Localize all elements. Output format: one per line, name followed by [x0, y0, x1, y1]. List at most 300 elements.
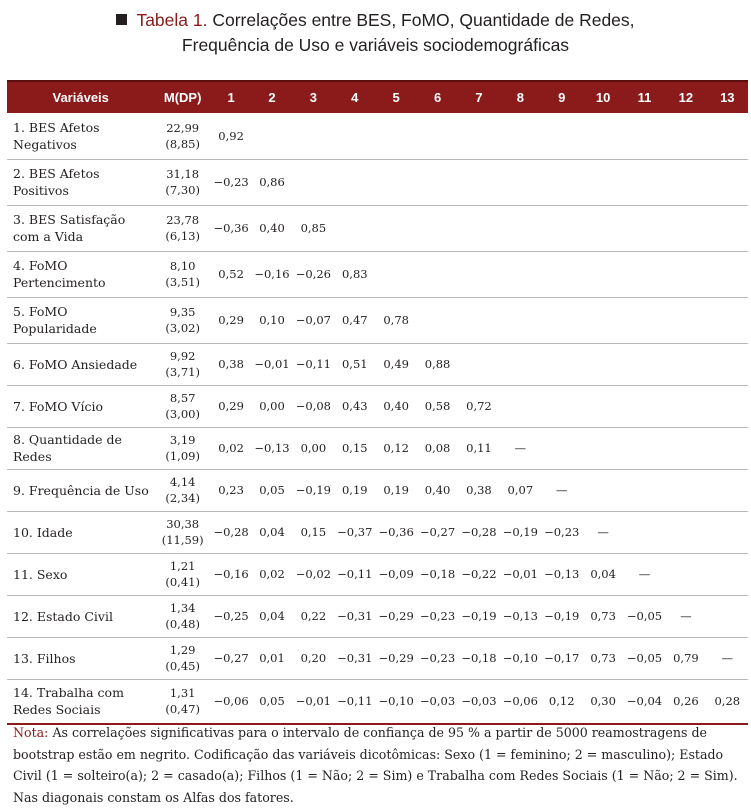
correlation-cell: [707, 297, 748, 343]
variable-name-line-2: Popularidade: [13, 321, 97, 336]
correlation-cell: [665, 251, 706, 297]
variable-name-cell: [7, 343, 154, 385]
mean-sd-cell: [154, 297, 211, 343]
correlation-cell: [665, 427, 706, 469]
variable-name-line-2: Positivos: [13, 183, 69, 198]
table-row: [7, 595, 748, 637]
variable-name-line-2: Pertencimento: [13, 275, 106, 290]
correlation-cell: 0,12: [541, 679, 582, 724]
mean-value: 3,19: [169, 433, 196, 447]
table-note: [13, 722, 741, 808]
correlation-cell: −0,23: [211, 159, 251, 205]
mean-value: 4,14: [169, 475, 196, 489]
variable-name-cell: [7, 511, 154, 553]
variable-name-cell: [7, 637, 154, 679]
header-variaveis: Variáveis: [7, 81, 154, 113]
correlation-cell: −0,08: [293, 385, 334, 427]
mean-sd-cell: [154, 679, 211, 724]
correlation-cell: [500, 385, 541, 427]
mean-sd-cell: [154, 159, 211, 205]
correlation-cell: 0,58: [417, 385, 458, 427]
correlation-cell: 0,00: [251, 385, 292, 427]
correlation-cell: 0,26: [665, 679, 706, 724]
correlation-cell: [375, 251, 416, 297]
mean-sd-cell: [154, 113, 211, 159]
correlation-cell: [624, 251, 665, 297]
header-col-9: 9: [541, 81, 582, 113]
correlation-cell: [500, 297, 541, 343]
mean-value: 30,38: [166, 517, 200, 531]
table-row: [7, 553, 748, 595]
header-col-10: 10: [582, 81, 623, 113]
correlation-cell: 0,15: [293, 511, 334, 553]
correlation-cell: [624, 159, 665, 205]
header-col-11: 11: [624, 81, 665, 113]
variable-name-line-1: 3. BES Satisfação: [13, 212, 126, 227]
sd-value: (0,48): [165, 617, 200, 631]
correlation-cell: [582, 297, 623, 343]
correlation-cell: −0,25: [211, 595, 251, 637]
correlation-cell: −0,11: [293, 343, 334, 385]
correlation-cell: [665, 159, 706, 205]
correlation-cell: 0,49: [375, 343, 416, 385]
correlation-cell: [707, 159, 748, 205]
variable-name-cell: [7, 251, 154, 297]
mean-value: 9,92: [169, 349, 196, 363]
correlation-cell: [375, 113, 416, 159]
correlation-cell: −0,23: [417, 595, 458, 637]
table-row: [7, 637, 748, 679]
correlation-cell: −0,27: [211, 637, 251, 679]
correlation-cell: 0,85: [293, 205, 334, 251]
correlation-cell: [665, 343, 706, 385]
correlation-cell: 0,05: [251, 679, 292, 724]
correlation-cell: [458, 205, 499, 251]
table-row: [7, 511, 748, 553]
correlation-cell: 0,00: [293, 427, 334, 469]
variable-name-line-1: 14. Trabalha com: [13, 685, 124, 701]
correlation-cell: —: [665, 595, 706, 637]
correlation-cell: [458, 113, 499, 159]
correlation-cell: −0,09: [375, 553, 416, 595]
correlation-cell: −0,10: [500, 637, 541, 679]
variable-name-line-1: 10. Idade: [13, 524, 73, 540]
correlation-cell: −0,16: [251, 251, 292, 297]
sd-value: (3,71): [165, 365, 200, 379]
sd-value: (3,51): [165, 275, 200, 289]
mean-sd-cell: [154, 385, 211, 427]
correlation-cell: 0,47: [334, 297, 375, 343]
square-bullet-icon: [116, 14, 127, 25]
sd-value: (3,00): [165, 407, 200, 421]
correlation-cell: −0,36: [375, 511, 416, 553]
correlation-cell: −0,29: [375, 595, 416, 637]
correlation-cell: [293, 113, 334, 159]
correlation-cell: [582, 113, 623, 159]
table-row: [7, 113, 748, 159]
correlation-cell: 0,38: [211, 343, 251, 385]
correlation-cell: −0,36: [211, 205, 251, 251]
correlation-cell: [541, 251, 582, 297]
correlation-cell: —: [624, 553, 665, 595]
mean-value: 23,78: [166, 213, 200, 227]
correlation-cell: −0,26: [293, 251, 334, 297]
correlation-cell: [334, 159, 375, 205]
variable-name-line-2: Redes Sociais: [13, 702, 101, 718]
correlation-cell: [541, 159, 582, 205]
table-row: [7, 427, 748, 469]
sd-value: (0,47): [165, 702, 200, 717]
sd-value: (1,09): [165, 449, 200, 463]
mean-sd-cell: [154, 595, 211, 637]
correlation-cell: —: [541, 469, 582, 511]
correlation-cell: 0,43: [334, 385, 375, 427]
variable-name-cell: [7, 595, 154, 637]
correlation-cell: [582, 343, 623, 385]
correlation-cell: 0,30: [582, 679, 623, 724]
sd-value: (8,85): [165, 136, 200, 151]
correlation-cell: [582, 205, 623, 251]
mean-sd-cell: [154, 343, 211, 385]
mean-value: 1,31: [169, 686, 196, 701]
correlation-cell: −0,22: [458, 553, 499, 595]
correlation-cell: [500, 205, 541, 251]
header-col-2: 2: [251, 81, 292, 113]
mean-sd-cell: [154, 553, 211, 595]
correlation-cell: [707, 205, 748, 251]
correlation-cell: −0,13: [251, 427, 292, 469]
correlation-cell: 0,04: [251, 511, 292, 553]
variable-name-line-1: 1. BES Afetos: [13, 119, 100, 135]
table-row: [7, 343, 748, 385]
header-col-3: 3: [293, 81, 334, 113]
correlation-cell: [707, 511, 748, 553]
correlation-cell: [334, 205, 375, 251]
correlation-cell: −0,16: [211, 553, 251, 595]
correlation-cell: −0,01: [500, 553, 541, 595]
correlation-cell: −0,18: [458, 637, 499, 679]
correlation-cell: −0,07: [293, 297, 334, 343]
table-row: [7, 469, 748, 511]
correlation-cell: [665, 511, 706, 553]
header-col-4: 4: [334, 81, 375, 113]
note-text: As correlações significativas para o intervalo de confiança de 95 % a partir de 5000 reamostragens de bootstrap estão em negrito. Codificação das variáveis dicotômicas: Sexo (1 = feminino; 2 = masculino); Estado Civil (1 = solteiro(a); 2 = casado(a); Filhos (1 = Não; 2 = Sim) e Trabalha com Redes Sociais (1 = Não; 2 = Sim). Nas diagonais constam os Alfas dos fatores.: [13, 725, 738, 805]
mean-value: 8,57: [169, 391, 196, 405]
mean-value: 1,34: [169, 601, 196, 615]
correlation-cell: [500, 343, 541, 385]
correlation-cell: [665, 385, 706, 427]
correlation-cell: 0,83: [334, 251, 375, 297]
correlation-cell: [665, 553, 706, 595]
correlation-cell: −0,03: [417, 679, 458, 724]
correlation-cell: [582, 469, 623, 511]
correlation-cell: 0,40: [417, 469, 458, 511]
correlation-cell: −0,23: [417, 637, 458, 679]
correlation-cell: [541, 343, 582, 385]
correlation-cell: [665, 469, 706, 511]
mean-value: 9,35: [169, 305, 196, 319]
mean-value: 22,99: [166, 120, 200, 135]
correlation-cell: 0,28: [707, 679, 748, 724]
correlation-cell: [417, 159, 458, 205]
correlation-cell: 0,10: [251, 297, 292, 343]
table-row: [7, 679, 748, 724]
variable-name-cell: [7, 113, 154, 159]
correlation-cell: [707, 385, 748, 427]
correlation-cell: 0,86: [251, 159, 292, 205]
correlation-cell: [417, 205, 458, 251]
correlation-cell: [624, 427, 665, 469]
correlation-cell: −0,37: [334, 511, 375, 553]
correlation-cell: [665, 113, 706, 159]
correlation-cell: [707, 343, 748, 385]
correlation-cell: [624, 469, 665, 511]
correlation-cell: 0,78: [375, 297, 416, 343]
mean-sd-cell: [154, 637, 211, 679]
mean-sd-cell: [154, 427, 211, 469]
correlation-cell: 0,40: [375, 385, 416, 427]
correlation-cell: 0,20: [293, 637, 334, 679]
correlation-cell: [541, 113, 582, 159]
header-col-13: 13: [707, 81, 748, 113]
correlation-cell: 0,04: [582, 553, 623, 595]
correlation-cell: −0,04: [624, 679, 665, 724]
variable-name-cell: [7, 427, 154, 469]
header-col-12: 12: [665, 81, 706, 113]
sd-value: (6,13): [165, 229, 200, 243]
sd-value: (0,45): [165, 659, 200, 673]
variable-name-cell: [7, 553, 154, 595]
variable-name-line-1: 13. Filhos: [13, 650, 76, 666]
correlation-cell: 0,12: [375, 427, 416, 469]
correlation-cell: [582, 385, 623, 427]
table-row: [7, 159, 748, 205]
correlation-cell: [707, 469, 748, 511]
correlation-cell: [624, 385, 665, 427]
correlation-cell: −0,05: [624, 595, 665, 637]
correlation-cell: 0,40: [251, 205, 292, 251]
correlation-cell: −0,01: [251, 343, 292, 385]
correlation-cell: [458, 343, 499, 385]
variable-name-cell: [7, 469, 154, 511]
header-mdp: M(DP): [154, 81, 211, 113]
correlation-cell: [624, 297, 665, 343]
correlation-cell: —: [707, 637, 748, 679]
correlation-cell: [500, 159, 541, 205]
correlation-cell: 0,23: [211, 469, 251, 511]
correlation-cell: —: [500, 427, 541, 469]
variable-name-line-2: Negativos: [13, 136, 77, 152]
correlation-cell: 0,22: [293, 595, 334, 637]
variable-name-cell: [7, 297, 154, 343]
correlation-cell: [582, 427, 623, 469]
correlation-cell: 0,73: [582, 595, 623, 637]
correlation-cell: [707, 251, 748, 297]
correlation-cell: −0,18: [417, 553, 458, 595]
sd-value: (11,59): [161, 533, 204, 547]
mean-sd-cell: [154, 469, 211, 511]
correlation-cell: [417, 251, 458, 297]
mean-sd-cell: [154, 251, 211, 297]
correlation-cell: −0,31: [334, 595, 375, 637]
correlation-cell: [541, 205, 582, 251]
table-body: [7, 113, 748, 724]
sd-value: (7,30): [165, 183, 200, 197]
correlation-cell: [541, 385, 582, 427]
variable-name-line-1: 4. FoMO: [13, 258, 68, 273]
correlation-cell: −0,11: [334, 553, 375, 595]
correlation-cell: −0,05: [624, 637, 665, 679]
correlation-cell: [334, 113, 375, 159]
correlation-cell: [624, 343, 665, 385]
sd-value: (3,02): [165, 321, 200, 335]
correlation-cell: 0,52: [211, 251, 251, 297]
variable-name-line-1: 12. Estado Civil: [13, 608, 113, 624]
caption-title-line-2: Frequência de Uso e variáveis sociodemográficas: [181, 35, 570, 55]
table-row: [7, 385, 748, 427]
correlation-cell: −0,27: [417, 511, 458, 553]
correlation-cell: [458, 297, 499, 343]
correlation-cell: −0,19: [458, 595, 499, 637]
table-caption: [0, 8, 751, 58]
correlation-cell: 0,08: [417, 427, 458, 469]
correlation-cell: [624, 205, 665, 251]
correlation-cell: [375, 159, 416, 205]
header-col-1: 1: [211, 81, 251, 113]
correlation-cell: 0,29: [211, 297, 251, 343]
correlation-cell: −0,06: [500, 679, 541, 724]
correlation-cell: [500, 113, 541, 159]
mean-value: 1,21: [169, 559, 196, 573]
correlation-cell: [707, 113, 748, 159]
header-col-8: 8: [500, 81, 541, 113]
variable-name-line-1: 6. FoMO Ansiedade: [13, 356, 138, 372]
correlation-cell: 0,92: [211, 113, 251, 159]
variable-name-line-2: Redes: [13, 449, 52, 464]
correlation-cell: 0,73: [582, 637, 623, 679]
table-row: [7, 297, 748, 343]
correlation-cell: [293, 159, 334, 205]
correlation-cell: [500, 251, 541, 297]
correlation-cell: [458, 251, 499, 297]
correlation-cell: [458, 159, 499, 205]
correlation-cell: 0,19: [375, 469, 416, 511]
correlation-cell: [541, 427, 582, 469]
correlation-cell: [624, 511, 665, 553]
mean-sd-cell: [154, 511, 211, 553]
correlation-cell: 0,05: [251, 469, 292, 511]
note-label: Nota:: [13, 725, 49, 740]
variable-name-cell: [7, 679, 154, 724]
variable-name-line-1: 9. Frequência de Uso: [13, 482, 149, 498]
variable-name-cell: [7, 385, 154, 427]
correlation-cell: −0,17: [541, 637, 582, 679]
mean-sd-cell: [154, 205, 211, 251]
correlation-table: [7, 80, 748, 725]
header-row: [7, 81, 748, 113]
variable-name-line-1: 11. Sexo: [13, 566, 68, 582]
correlation-cell: [707, 595, 748, 637]
variable-name-line-1: 8. Quantidade de: [13, 432, 122, 447]
correlation-cell: [707, 427, 748, 469]
caption-title-line-1: Correlações entre BES, FoMO, Quantidade de Redes,: [212, 10, 635, 30]
correlation-cell: 0,11: [458, 427, 499, 469]
correlation-cell: 0,38: [458, 469, 499, 511]
caption-label: Tabela 1.: [136, 10, 208, 30]
correlation-cell: −0,29: [375, 637, 416, 679]
correlation-cell: [417, 297, 458, 343]
table-row: [7, 251, 748, 297]
correlation-cell: −0,02: [293, 553, 334, 595]
correlation-cell: [665, 205, 706, 251]
correlation-cell: 0,19: [334, 469, 375, 511]
correlation-cell: −0,28: [458, 511, 499, 553]
correlation-cell: 0,88: [417, 343, 458, 385]
correlation-cell: [707, 553, 748, 595]
correlation-cell: −0,06: [211, 679, 251, 724]
correlation-cell: [251, 113, 292, 159]
correlation-cell: —: [582, 511, 623, 553]
correlation-cell: −0,19: [293, 469, 334, 511]
correlation-cell: −0,13: [500, 595, 541, 637]
variable-name-cell: [7, 159, 154, 205]
variable-name-cell: [7, 205, 154, 251]
correlation-cell: −0,19: [500, 511, 541, 553]
header-col-5: 5: [375, 81, 416, 113]
correlation-cell: −0,01: [293, 679, 334, 724]
mean-value: 8,10: [169, 259, 196, 273]
correlation-cell: 0,04: [251, 595, 292, 637]
correlation-cell: 0,01: [251, 637, 292, 679]
variable-name-line-1: 5. FoMO: [13, 304, 68, 319]
correlation-cell: [582, 159, 623, 205]
table-row: [7, 205, 748, 251]
correlation-cell: [665, 297, 706, 343]
correlation-cell: −0,23: [541, 511, 582, 553]
correlation-cell: [417, 113, 458, 159]
header-col-7: 7: [458, 81, 499, 113]
variable-name-line-1: 7. FoMO Vício: [13, 398, 103, 414]
correlation-cell: [624, 113, 665, 159]
variable-name-line-2: com a Vida: [13, 229, 84, 244]
correlation-cell: −0,31: [334, 637, 375, 679]
correlation-cell: [541, 297, 582, 343]
correlation-cell: 0,29: [211, 385, 251, 427]
header-col-6: 6: [417, 81, 458, 113]
correlation-cell: 0,07: [500, 469, 541, 511]
caption-line-1: [0, 8, 751, 33]
correlation-cell: [375, 205, 416, 251]
correlation-cell: −0,11: [334, 679, 375, 724]
correlation-cell: 0,79: [665, 637, 706, 679]
correlation-cell: −0,28: [211, 511, 251, 553]
correlation-cell: 0,51: [334, 343, 375, 385]
correlation-cell: 0,72: [458, 385, 499, 427]
mean-value: 31,18: [166, 167, 200, 181]
correlation-cell: −0,13: [541, 553, 582, 595]
sd-value: (0,41): [165, 575, 200, 589]
correlation-cell: −0,19: [541, 595, 582, 637]
correlation-cell: −0,03: [458, 679, 499, 724]
sd-value: (2,34): [165, 491, 200, 505]
correlation-cell: 0,15: [334, 427, 375, 469]
correlation-cell: −0,10: [375, 679, 416, 724]
variable-name-line-1: 2. BES Afetos: [13, 166, 100, 181]
correlation-cell: 0,02: [251, 553, 292, 595]
correlation-cell: 0,02: [211, 427, 251, 469]
correlation-cell: [582, 251, 623, 297]
mean-value: 1,29: [169, 643, 196, 657]
